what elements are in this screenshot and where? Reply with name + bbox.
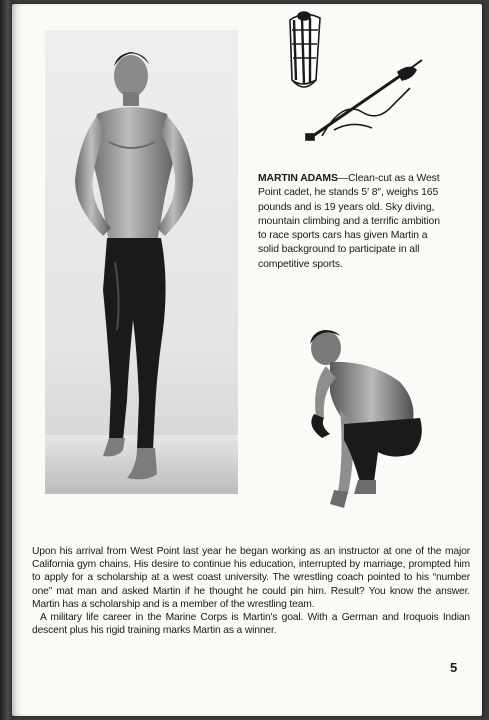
body-paragraph: A military life career in the Marine Corps is Martin's goal. With a German and Iroquois Indian descent plus his rigid training marks Martin as a winner. xyxy=(32,612,470,637)
standing-portrait-photo xyxy=(45,30,238,494)
sword-and-helmet-illustration xyxy=(282,10,430,150)
page-number: 5 xyxy=(450,660,458,675)
article-body xyxy=(32,545,470,637)
photo-caption xyxy=(258,172,450,272)
body-paragraph: Upon his arrival from West Point last year he began working as an instructor at one of the major California gym chains. His desire to continue his education, interrupted by marriage, prompted him to apply for a scholarship at a west coast university. The wrestling coach pointed to his “number one” mat man and asked Martin if he thought he could pin him. Result? You know the answer. Martin has a scholarship and is a member of the wrestling team. xyxy=(32,546,470,610)
magazine-page xyxy=(12,4,482,716)
crouching-pose-photo xyxy=(300,322,430,522)
caption-name: MARTIN ADAMS xyxy=(258,173,338,184)
caption-text: —Clean-cut as a West Point cadet, he stands 5′ 8″, weighs 165 pounds and is 19 years old. Sky diving, mountain climbing and a terrific ambition to race sports cars has given Martin a solid background to participate in all competitive sports. xyxy=(258,173,440,270)
